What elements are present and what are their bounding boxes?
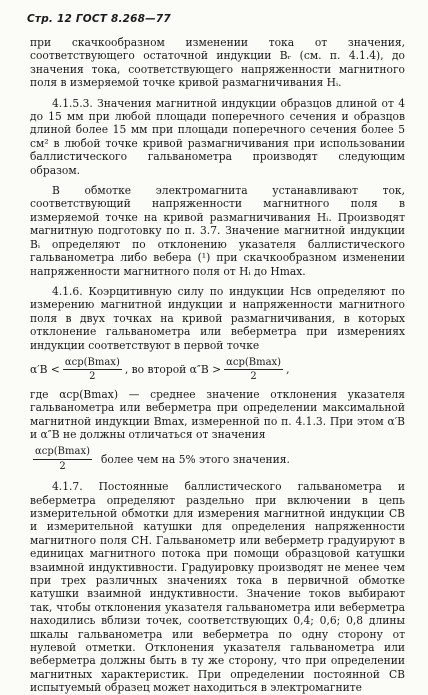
- paragraph-electromagnet: В обмотке электромагнита устанавливают ток, соответствующий напряженности магнитного поля в измеряемой точке на кривой размагничивания Hᵢ. Производят магнитную подготовку по п. 3.7. Значение магнитной индукции Bᵢ определяют по отклонению указателя баллистического гальванометра либо вебера (¹) при скачкообразном изменении напряженности магнитного поля от Hᵢ до Hmax.: [30, 184, 405, 278]
- fraction-third: [33, 445, 92, 473]
- formula-tail: более чем на 5% этого значения.: [101, 452, 290, 466]
- fraction-third-numerator: αcp(Bmax): [33, 445, 92, 459]
- fraction-second-denominator: 2: [250, 371, 257, 383]
- formula-inequalities: [30, 356, 405, 384]
- paragraph-4-1-6: 4.1.6. Коэрцитивную силу по индукции Hcв определяют по измерению магнитной индукции и напряженности магнитного поля в двух точках на кривой размагничивания, в которых отклонение гальванометра или веберметра при измерениях индукции соответствуют в первой точке: [30, 284, 405, 352]
- fraction-first: [63, 356, 122, 384]
- formula-left: α′B <: [30, 363, 60, 377]
- formula-middle: , во второй α″B >: [124, 363, 222, 377]
- paragraph-where: где αcp(Bmax) — среднее значение отклонения указателя гальванометра или веберметра при определении максимальной магнитной индукции Bmax, измеренной по п. 4.1.3. При этом α′B и α″B не должны отличаться от значения: [30, 387, 405, 441]
- paragraph-4-1-5-3: 4.1.5.3. Значения магнитной индукции образцов длиной от 4 до 15 мм при любой площади поперечного сечения и образцов длиной более 15 мм при площади поперечного сечения более 5 см² в любой точке кривой размагничивания при использовании баллистического гальванометра производят следующим образом.: [30, 96, 405, 177]
- fraction-second: [224, 356, 283, 384]
- fraction-first-numerator: αcp(Bmax): [63, 356, 122, 370]
- fraction-second-numerator: αcp(Bmax): [224, 356, 283, 370]
- fraction-first-denominator: 2: [89, 371, 96, 383]
- formula-deviation: [30, 445, 405, 473]
- paragraph-continued: при скачкообразном изменении тока от значения, соответствующего остаточной индукции Bᵣ (см. п. 4.1.4), до значения тока, соответствующего напряженности магнитного поля в измеряемой точке кривой размагничивания Hᵢ.: [30, 36, 405, 90]
- document-body: [30, 36, 405, 695]
- fraction-third-denominator: 2: [59, 460, 66, 472]
- paragraph-4-1-7: 4.1.7. Постоянные баллистического гальванометра и веберметра определяют раздельно при включении в цепь измерительной обмотки для измерения магнитной индукции CB и измерительной катушки для определения напряженности магнитного поля CH. Гальванометр или веберметр градуируют в единицах магнитного потока при помощи образцовой катушки взаимной индуктивности. Градуировку производят не менее чем при трех различных значениях тока в первичной обмотке катушки взаимной индуктивности. Значение токов выбирают так, чтобы отклонения указателя гальванометра или веберметра находились вблизи точек, соответствующих 0,4; 0,6; 0,8 длины шкалы гальванометра или веберметра по одну сторону от нулевой отметки. Отклонения указателя гальванометра или веберметра должны быть в ту же сторону, что при определении магнитных характеристик. При определении постоянной CB испытуемый образец может находиться в электромагните: [30, 480, 405, 695]
- formula-end: ,: [286, 363, 290, 377]
- page-header: Стр. 12 ГОСТ 8.268—77: [27, 13, 171, 25]
